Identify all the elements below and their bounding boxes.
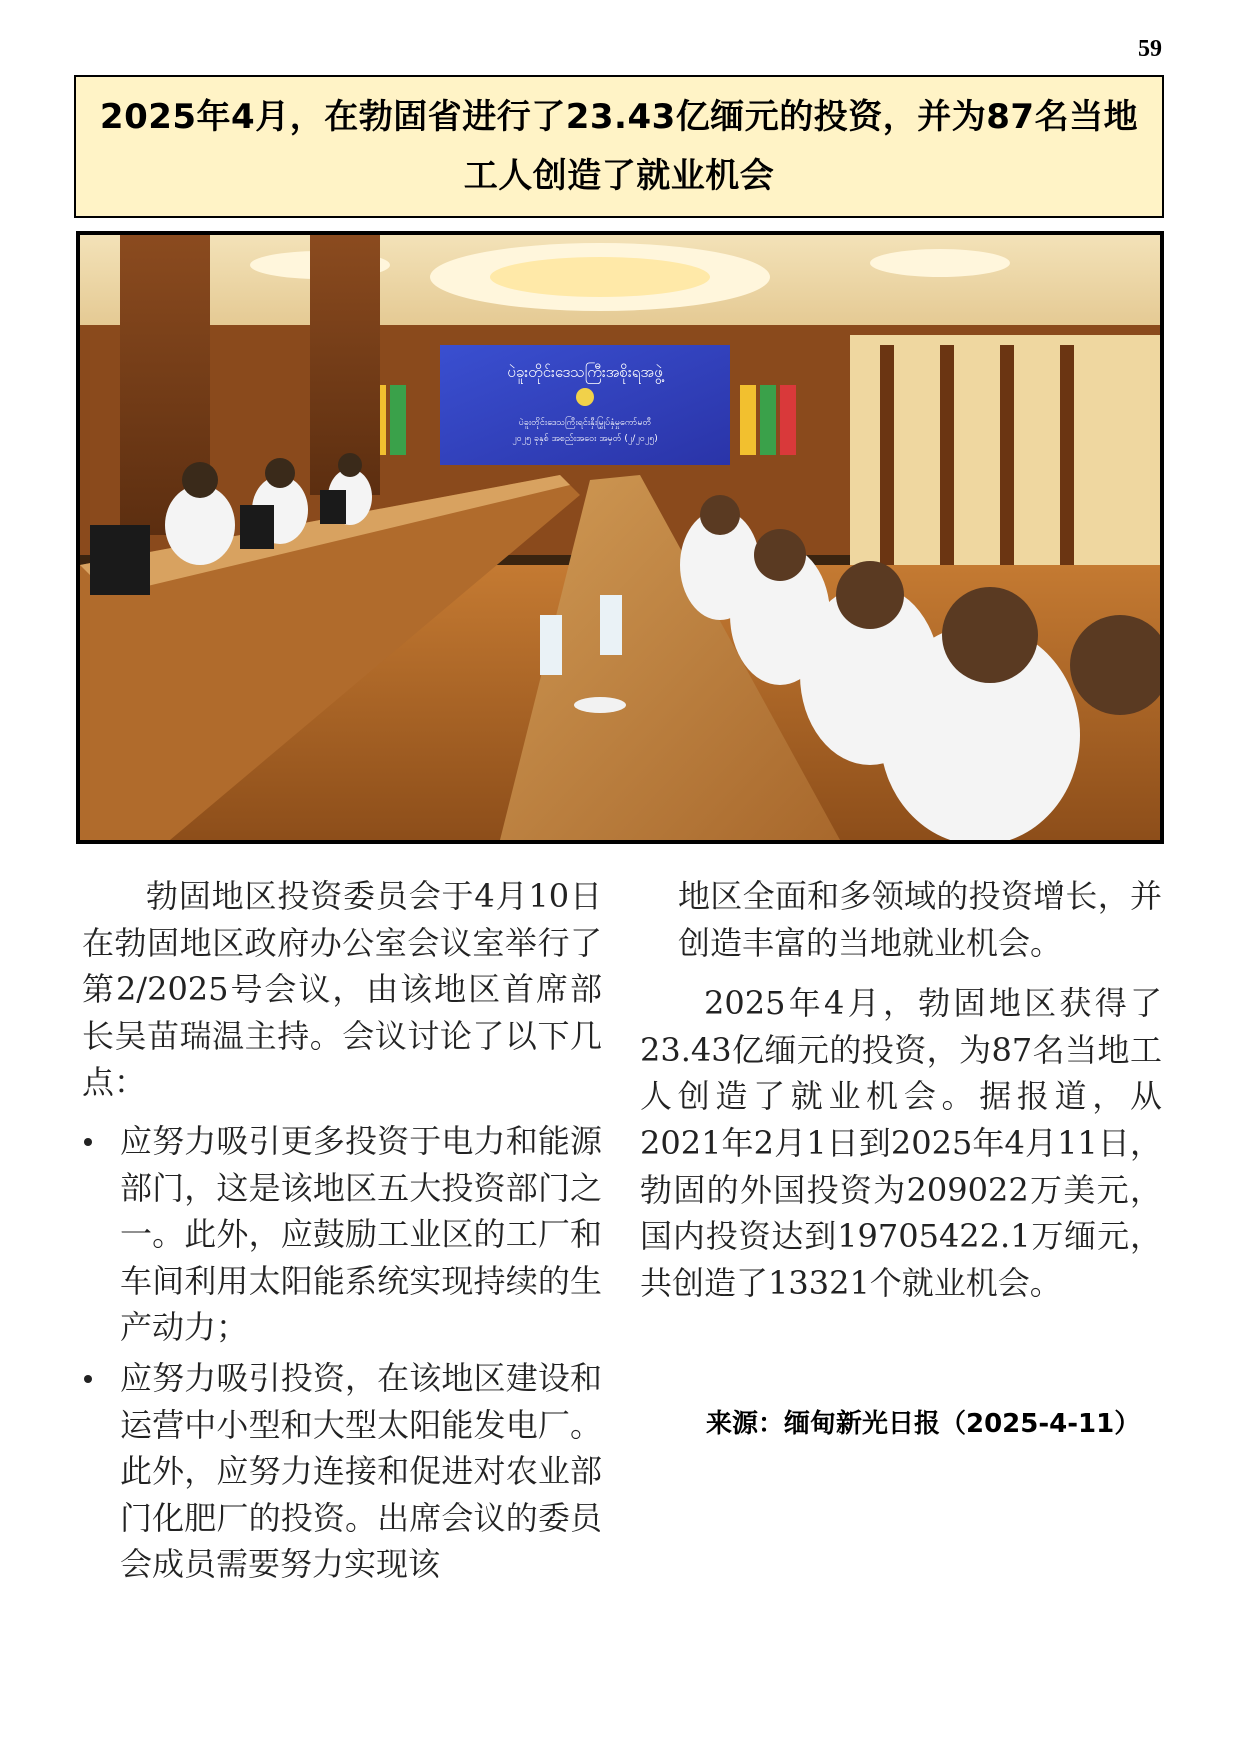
meeting-photo <box>76 231 1164 844</box>
discussion-point-text: 应努力吸引更多投资于电力和能源部门，这是该地区五大投资部门之一。此外，应鼓励工业区的工厂和车间利用太阳能系统实现持续的生产动力； <box>120 1121 602 1347</box>
article-column-left <box>82 873 602 1592</box>
screen-banner-line2: ပဲခူးတိုင်းဒေသကြီးရင်းနှီးမြှုပ်နှံမှုကော်မတီ <box>518 418 652 428</box>
article-summary: 2025年4月，勃固地区获得了23.43亿缅元的投资，为87名当地工人创造了就业机会。据报道，从2021年2月1日到2025年4月11日，勃固的外国投资为209022万美元，国内投资达到19705422.1万缅元，共创造了13321个就业机会。 <box>640 984 1162 1302</box>
discussion-point <box>82 1118 602 1351</box>
article-column-right <box>640 873 1162 1306</box>
meeting-photo-illustration <box>80 235 1160 840</box>
screen-banner-line1: ပဲခူးတိုင်းဒေသကြီးအစိုးရအဖွဲ့ <box>507 363 663 381</box>
headline: 2025年4月，在勃固省进行了23.43亿缅元的投资，并为87名当地工人创造了就业机会 <box>99 96 1139 196</box>
article-intro: 勃固地区投资委员会于4月10日在勃固地区政府办公室会议室举行了第2/2025号会议，由该地区首席部长吴苗瑞温主持。会议讨论了以下几点： <box>82 877 602 1102</box>
screen-banner-line3: ၂၀၂၅ ခုနှစ် အစည်းအဝေး အမှတ် (၂/၂၀၂၅) <box>512 434 658 444</box>
discussion-point <box>82 1355 602 1588</box>
headline-box <box>74 75 1164 218</box>
bullet-icon <box>84 1138 92 1146</box>
discussion-point-text: 应努力吸引投资，在该地区建设和运营中小型和大型太阳能发电厂。此外，应努力连接和促进对农业部门化肥厂的投资。出席会议的委员会成员需要努力实现该 <box>120 1358 602 1584</box>
page-number: 59 <box>1138 36 1162 62</box>
source-credit: 来源：缅甸新光日报（2025-4-11） <box>706 1409 1141 1439</box>
discussion-points <box>82 1118 602 1588</box>
bullet-icon <box>84 1375 92 1383</box>
discussion-point-continuation: 地区全面和多领域的投资增长，并创造丰富的当地就业机会。 <box>678 877 1162 962</box>
